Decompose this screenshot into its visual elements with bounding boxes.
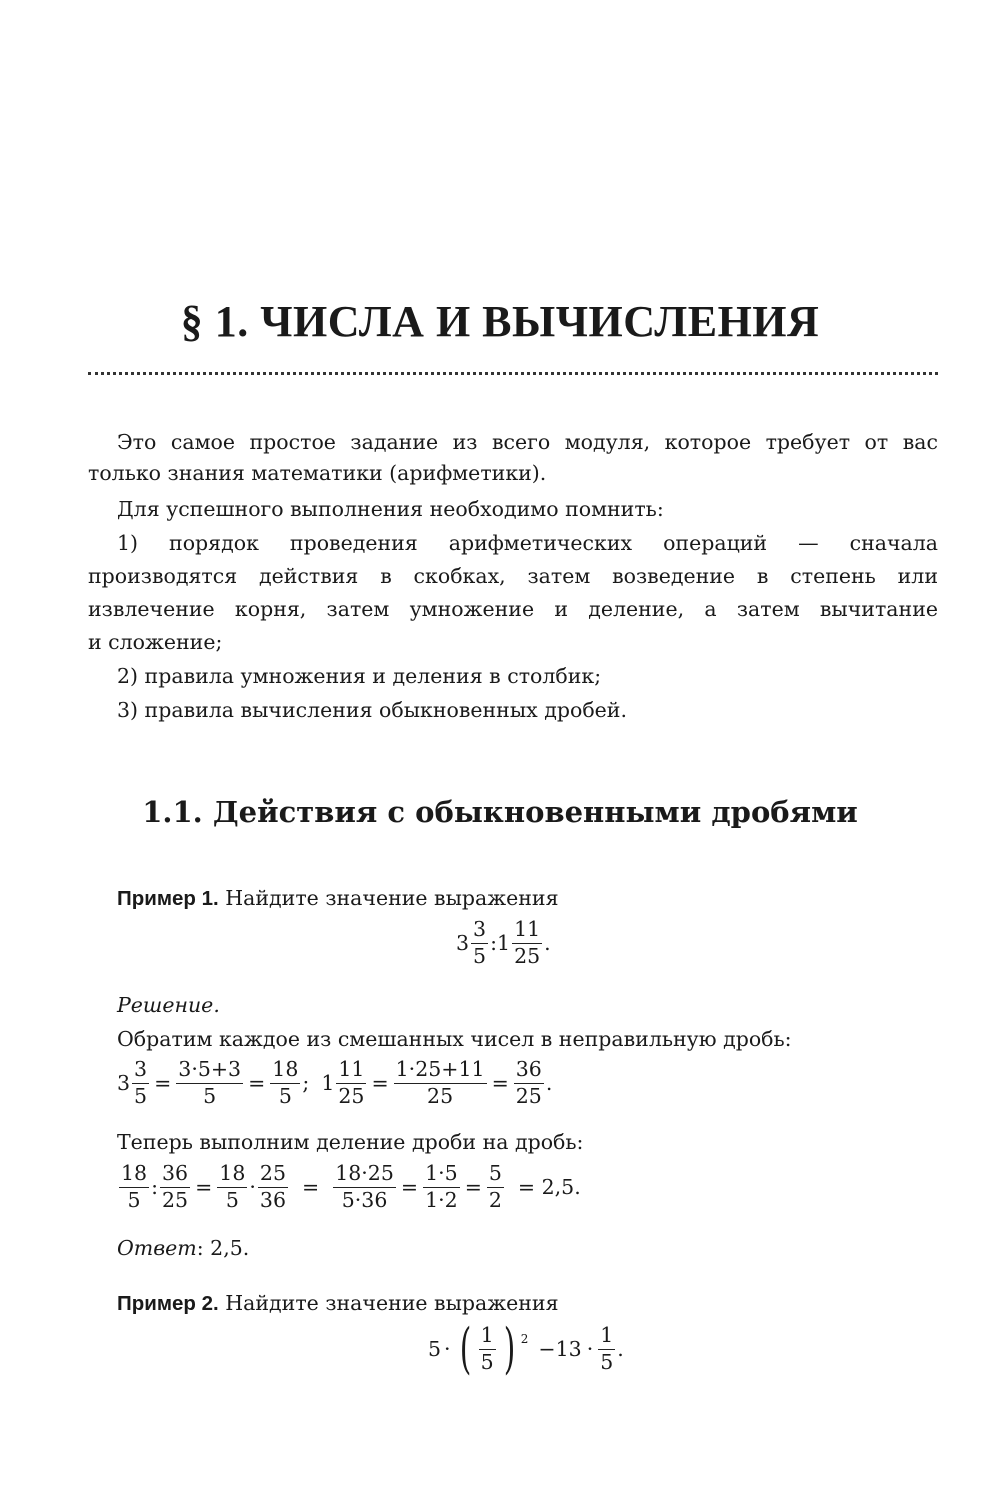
intro-item1-line3: извлечение корня, затем умножение и деление, а затем вычитание (88, 597, 938, 621)
answer-label: Ответ (117, 1236, 197, 1260)
step1-text: Обратим каждое из смешанных чисел в неправильную дробь: (117, 1027, 792, 1051)
intro-item1-line1: 1) порядок проведения арифметических операций — сначала (117, 531, 938, 555)
example1-task: Найдите значение выражения (225, 886, 559, 910)
conv-frac-4: $\frac{11}{25}$ (338, 1057, 365, 1108)
intro-item3: 3) правила вычисления обыкновенных дробей. (117, 698, 627, 722)
solution-label: Решение. (117, 993, 220, 1017)
expr-whole-1: 3 (456, 931, 470, 956)
div-frac-4: $\frac{25}{36}$ (259, 1161, 287, 1212)
right-paren: ) (503, 1317, 516, 1380)
conv-frac-6: $\frac{36}{25}$ (515, 1057, 542, 1108)
intro-item2: 2) правила умножения и деления в столбик; (117, 664, 602, 688)
div-frac-5: $\frac{18\cdot 25}{5\cdot 36}$ (335, 1161, 394, 1212)
intro-p2: Для успешного выполнения необходимо помнить: (117, 497, 664, 521)
ex2-frac-2: $\frac{1}{5}$ (600, 1322, 614, 1374)
conversion-line: 3 $\frac{3}{5}$ = $\frac{3\cdot 5+3}{5}$ = $\frac{18}{5}$ ; 1 $\frac{11}{25}$ = $\frac{1\cdot 25+11}{25}$ = $\frac{36}{25}$ . (117, 1057, 553, 1108)
example1-heading (117, 886, 559, 911)
step2-text: Теперь выполним деление дроби на дробь: (117, 1130, 584, 1154)
div-frac-7: $\frac{5}{2}$ (488, 1161, 502, 1212)
expr-whole-2: 1 (497, 931, 511, 956)
chapter-title: § 1. ЧИСЛА И ВЫЧИСЛЕНИЯ (180, 297, 820, 346)
example2-expression: 5 · ( $\frac{1}{5}$ ) 2 −13 · $\frac{1}{5}$ . (428, 1317, 624, 1380)
conv-frac-3: $\frac{18}{5}$ (272, 1057, 299, 1108)
intro-item1-line4: и сложение; (88, 630, 223, 654)
left-paren: ( (459, 1317, 471, 1380)
example2-label: Пример 2. (117, 1292, 219, 1315)
section-title: 1.1. Действия с обыкновенными дробями (142, 795, 858, 829)
intro-p1-line1: Это самое простое задание из всего модуля, которое требует от вас (117, 430, 938, 454)
div-frac-1: $\frac{18}{5}$ (121, 1161, 148, 1212)
expr-fraction-2: $\frac{11}{25}$ (514, 917, 541, 968)
expr-fraction-1: $\frac{3}{5}$ (473, 917, 487, 968)
example2-heading (117, 1291, 559, 1316)
division-line: $\frac{18}{5}$ : $\frac{36}{25}$ = $\frac{18}{5}$ · $\frac{25}{36}$ = $\frac{18\cdot 25}{5\cdot 36}$ = $\frac{1\cdot 5}{1\cdot 2}$ = $\frac{5}{2}$ = 2,5. (121, 1161, 581, 1212)
intro-item1-line2: производятся действия в скобках, затем возведение в степень или (88, 564, 938, 588)
ex2-frac-1: $\frac{1}{5}$ (480, 1322, 494, 1374)
answer (117, 1236, 249, 1260)
div-frac-2: $\frac{36}{25}$ (162, 1161, 189, 1212)
conv-frac-2: $\frac{3\cdot 5+3}{5}$ (178, 1057, 242, 1108)
answer-value: : 2,5. (196, 1236, 250, 1260)
intro-p1-line2: только знания математики (арифметики). (88, 461, 547, 485)
div-frac-6: $\frac{1\cdot 5}{1\cdot 2}$ (425, 1161, 458, 1212)
conv-frac-1: $\frac{3}{5}$ (134, 1057, 148, 1108)
example2-task: Найдите значение выражения (225, 1291, 559, 1315)
conv-frac-5: $\frac{1\cdot 25+11}{25}$ (395, 1057, 485, 1108)
dotted-divider (88, 372, 938, 375)
example1-label: Пример 1. (117, 887, 219, 910)
expr-op: : (490, 931, 498, 956)
div-frac-3: $\frac{18}{5}$ (219, 1161, 246, 1212)
exponent: 2 (520, 1332, 529, 1346)
example1-expression: 3 $\frac{3}{5}$ : 1 $\frac{11}{25}$ . (456, 917, 551, 968)
